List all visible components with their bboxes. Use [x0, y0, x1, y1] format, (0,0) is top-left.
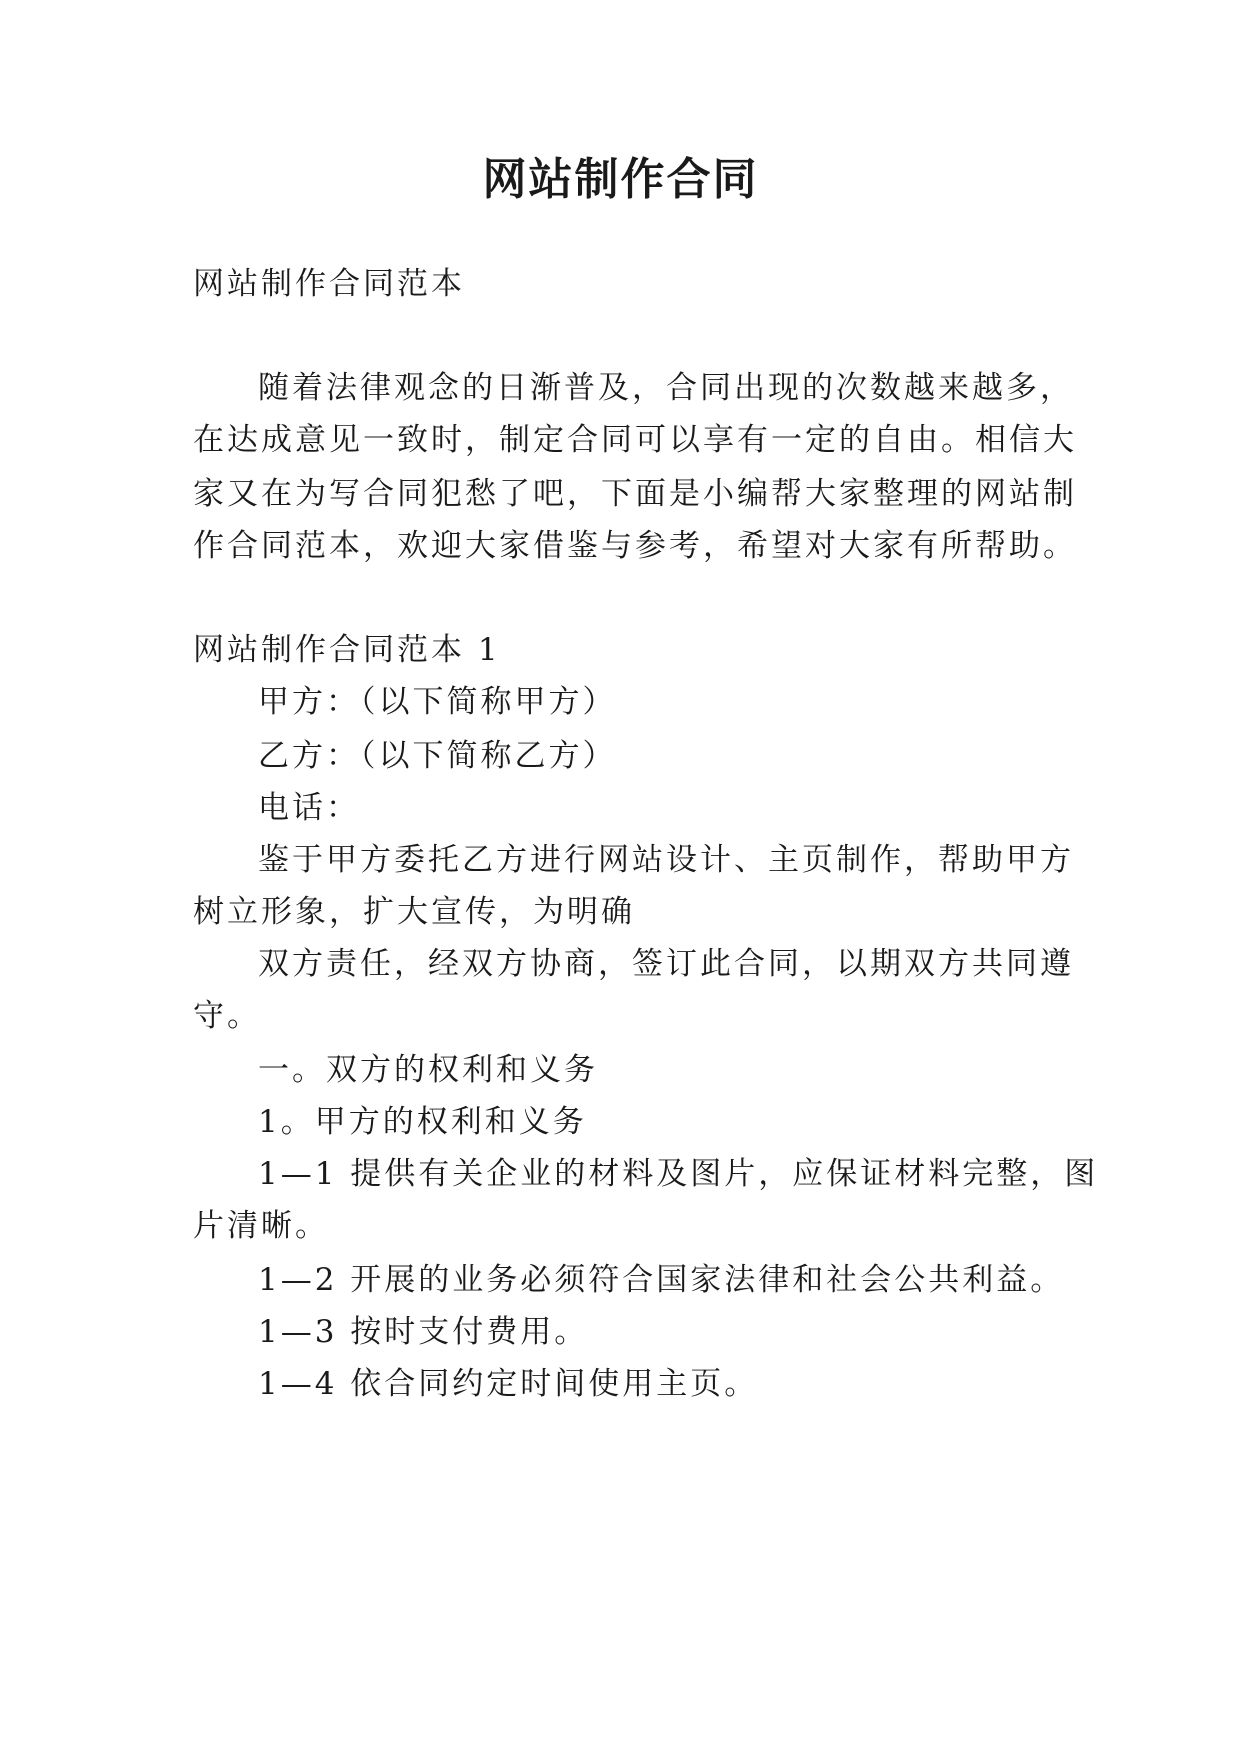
document-title: 网站制作合同: [482, 154, 759, 205]
clause-1-heading: 一。双方的权利和义务: [258, 1052, 598, 1088]
item-1-3: 1—3 按时支付费用。: [258, 1314, 589, 1350]
intro-line-1: 随着法律观念的日渐普及，合同出现的次数越来越多，: [258, 370, 1074, 406]
item-1-1-line-2: 片清晰。: [193, 1208, 329, 1244]
section-heading: 网站制作合同范本 1: [193, 632, 501, 668]
whereas-line-2: 树立形象，扩大宣传，为明确: [193, 894, 635, 930]
phone-line: 电话：: [258, 790, 360, 826]
whereas-line-1: 鉴于甲方委托乙方进行网站设计、主页制作，帮助甲方: [258, 842, 1074, 878]
intro-line-4: 作合同范本，欢迎大家借鉴与参考，希望对大家有所帮助。: [193, 528, 1077, 564]
party-b-line: 乙方：（以下简称乙方）: [258, 738, 617, 774]
clause-1-1-heading: 1。甲方的权利和义务: [258, 1104, 587, 1140]
document-subtitle: 网站制作合同范本: [193, 266, 465, 302]
item-1-4: 1—4 依合同约定时间使用主页。: [258, 1366, 759, 1402]
item-1-2: 1—2 开展的业务必须符合国家法律和社会公共利益。: [258, 1262, 1065, 1298]
item-1-1-line-1: 1—1 提供有关企业的材料及图片，应保证材料完整，图: [258, 1156, 1099, 1192]
intro-line-2: 在达成意见一致时，制定合同可以享有一定的自由。相信大: [193, 422, 1077, 458]
agreement-line-2: 守。: [193, 998, 261, 1034]
intro-line-3: 家又在为写合同犯愁了吧，下面是小编帮大家整理的网站制: [193, 476, 1077, 512]
party-a-line: 甲方：（以下简称甲方）: [258, 684, 617, 720]
agreement-line-1: 双方责任，经双方协商，签订此合同，以期双方共同遵: [258, 946, 1074, 982]
